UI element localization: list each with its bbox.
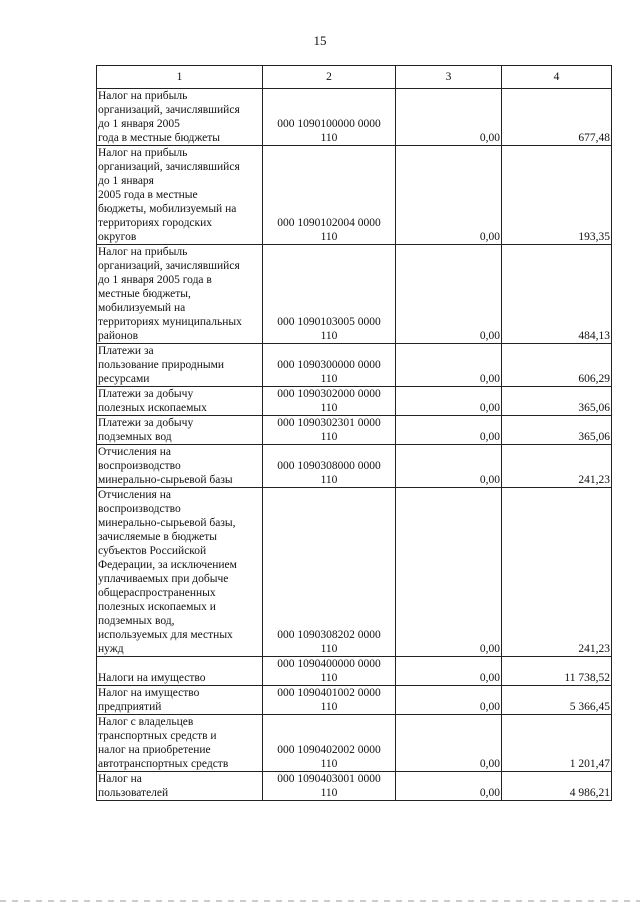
row-name: Налог на прибыль организаций, зачислявшийся до 1 января 2005 года в местные бюджеты, мобилизуемый на территориях городских округов	[97, 146, 263, 245]
row-name: Налог с владельцев транспортных средств и налог на приобретение автотранспортных средств	[97, 715, 263, 772]
row-col4-value: 4 986,21	[502, 772, 612, 801]
row-code: 000 1090308000 0000 110	[263, 445, 396, 488]
table-row	[97, 772, 612, 801]
row-code: 000 1090103005 0000 110	[263, 245, 396, 344]
row-col4-value: 5 366,45	[502, 686, 612, 715]
row-col4-value: 11 738,52	[502, 657, 612, 686]
row-col4-value: 365,06	[502, 387, 612, 416]
table-row	[97, 89, 612, 146]
row-col3-value: 0,00	[396, 89, 502, 146]
row-col3-value: 0,00	[396, 772, 502, 801]
row-col4-value: 484,13	[502, 245, 612, 344]
row-name: Платежи за добычу подземных вод	[97, 416, 263, 445]
table-row	[97, 416, 612, 445]
row-col4-value: 365,06	[502, 416, 612, 445]
row-code: 000 1090302301 0000 110	[263, 416, 396, 445]
row-code: 000 1090402002 0000 110	[263, 715, 396, 772]
row-col4-value: 1 201,47	[502, 715, 612, 772]
row-name: Отчисления на воспроизводство минерально-сырьевой базы	[97, 445, 263, 488]
row-col4-value: 677,48	[502, 89, 612, 146]
table-row	[97, 657, 612, 686]
row-col3-value: 0,00	[396, 445, 502, 488]
row-col3-value: 0,00	[396, 715, 502, 772]
row-col3-value: 0,00	[396, 416, 502, 445]
table-row	[97, 245, 612, 344]
column-header: 4	[502, 66, 612, 89]
column-header: 2	[263, 66, 396, 89]
row-code: 000 1090302000 0000 110	[263, 387, 396, 416]
table-row	[97, 445, 612, 488]
row-name: Платежи за пользование природными ресурсами	[97, 344, 263, 387]
row-code: 000 1090102004 0000 110	[263, 146, 396, 245]
row-name: Налог на прибыль организаций, зачислявшийся до 1 января 2005 года в местные бюджеты	[97, 89, 263, 146]
row-col4-value: 606,29	[502, 344, 612, 387]
column-header: 1	[97, 66, 263, 89]
row-code: 000 1090403001 0000 110	[263, 772, 396, 801]
row-col3-value: 0,00	[396, 344, 502, 387]
row-name: Налог на имущество предприятий	[97, 686, 263, 715]
scan-edge-artifact	[0, 900, 640, 902]
row-col4-value: 241,23	[502, 445, 612, 488]
row-name: Отчисления на воспроизводство минерально-сырьевой базы, зачисляемые в бюджеты субъектов Российской Федерации, за исключением уплачиваемых при добыче общераспространенных полезных ископаемых и подземных вод, используемых для местных нужд	[97, 488, 263, 657]
row-col3-value: 0,00	[396, 657, 502, 686]
table-row	[97, 387, 612, 416]
row-code: 000 1090100000 0000 110	[263, 89, 396, 146]
row-col3-value: 0,00	[396, 387, 502, 416]
row-code: 000 1090400000 0000 110	[263, 657, 396, 686]
row-col3-value: 0,00	[396, 686, 502, 715]
table-row	[97, 488, 612, 657]
row-code: 000 1090308202 0000 110	[263, 488, 396, 657]
row-col4-value: 193,35	[502, 146, 612, 245]
table-row	[97, 686, 612, 715]
row-code: 000 1090300000 0000 110	[263, 344, 396, 387]
page-number: 15	[313, 33, 327, 48]
table-row	[97, 146, 612, 245]
table-row	[97, 344, 612, 387]
row-col3-value: 0,00	[396, 488, 502, 657]
row-code: 000 1090401002 0000 110	[263, 686, 396, 715]
row-name: Налог на прибыль организаций, зачислявшийся до 1 января 2005 года в местные бюджеты, мобилизуемый на территориях муниципальных районов	[97, 245, 263, 344]
budget-table	[96, 65, 612, 801]
row-col3-value: 0,00	[396, 245, 502, 344]
row-col4-value: 241,23	[502, 488, 612, 657]
row-col3-value: 0,00	[396, 146, 502, 245]
row-name: Налоги на имущество	[97, 657, 263, 686]
row-name: Налог на пользователей	[97, 772, 263, 801]
table-header-row	[97, 66, 612, 89]
column-header: 3	[396, 66, 502, 89]
row-name: Платежи за добычу полезных ископаемых	[97, 387, 263, 416]
table-body	[97, 89, 612, 801]
table-row	[97, 715, 612, 772]
